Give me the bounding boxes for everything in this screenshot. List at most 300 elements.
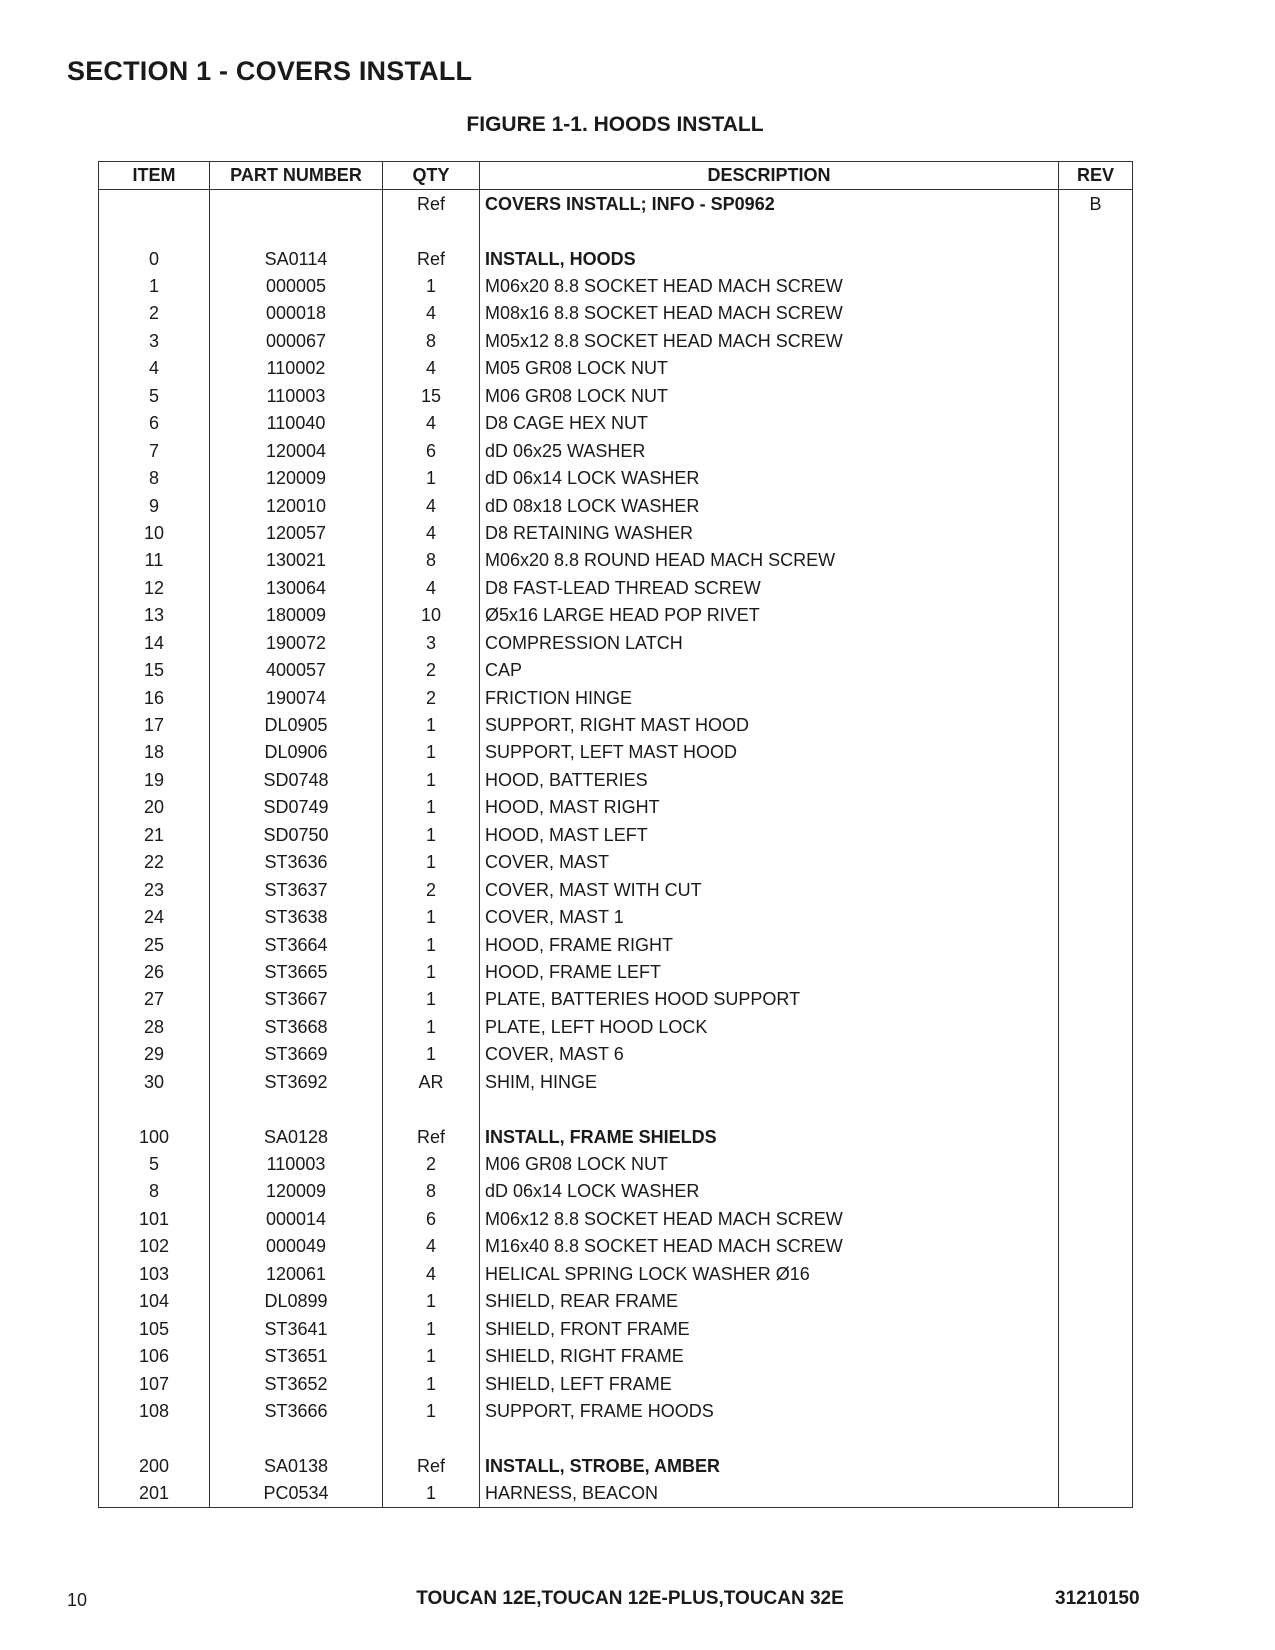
cell-part-number: SA0114 [210, 245, 383, 272]
cell-rev [1059, 492, 1133, 519]
cell-rev [1059, 739, 1133, 766]
cell-part-number [210, 190, 383, 218]
cell-part-number: 120057 [210, 519, 383, 546]
cell-item: 102 [99, 1233, 210, 1260]
cell-part-number: ST3665 [210, 958, 383, 985]
table-row [99, 1068, 1133, 1095]
cell-item: 19 [99, 766, 210, 793]
cell-qty: 1 [383, 821, 480, 848]
cell-qty: 4 [383, 1233, 480, 1260]
cell-description: M05 GR08 LOCK NUT [480, 355, 1059, 382]
table-row [99, 327, 1133, 354]
cell-qty: 1 [383, 464, 480, 491]
table-row-spacer [99, 1095, 1133, 1122]
table-row [99, 739, 1133, 766]
cell-description: SHIELD, RIGHT FRAME [480, 1342, 1059, 1369]
cell-part-number: ST3669 [210, 1041, 383, 1068]
cell-description: CAP [480, 656, 1059, 683]
cell-description: COVER, MAST [480, 849, 1059, 876]
cell-description [480, 1095, 1059, 1122]
table-row [99, 410, 1133, 437]
cell-item: 105 [99, 1315, 210, 1342]
cell-rev [1059, 355, 1133, 382]
table-row [99, 1342, 1133, 1369]
cell-rev [1059, 821, 1133, 848]
cell-part-number: 130064 [210, 574, 383, 601]
cell-item: 20 [99, 794, 210, 821]
table-row [99, 437, 1133, 464]
cell-description: HELICAL SPRING LOCK WASHER Ø16 [480, 1260, 1059, 1287]
document-number: 31210150 [1055, 1588, 1140, 1609]
cell-qty [383, 217, 480, 244]
table-row [99, 1178, 1133, 1205]
cell-part-number: 120009 [210, 464, 383, 491]
cell-rev [1059, 1205, 1133, 1232]
cell-rev [1059, 1260, 1133, 1287]
cell-description: SHIELD, REAR FRAME [480, 1288, 1059, 1315]
cell-description: M05x12 8.8 SOCKET HEAD MACH SCREW [480, 327, 1059, 354]
table-row [99, 876, 1133, 903]
cell-part-number: ST3637 [210, 876, 383, 903]
cell-description: HOOD, FRAME RIGHT [480, 931, 1059, 958]
cell-rev [1059, 437, 1133, 464]
cell-part-number: 120009 [210, 1178, 383, 1205]
table-row [99, 547, 1133, 574]
cell-rev [1059, 217, 1133, 244]
cell-part-number: ST3668 [210, 1013, 383, 1040]
cell-part-number: ST3638 [210, 903, 383, 930]
cell-rev [1059, 1233, 1133, 1260]
header-qty: QTY [383, 162, 480, 190]
cell-description: COVER, MAST 1 [480, 903, 1059, 930]
cell-item: 103 [99, 1260, 210, 1287]
cell-item: 8 [99, 1178, 210, 1205]
header-part-number: PART NUMBER [210, 162, 383, 190]
cell-item: 101 [99, 1205, 210, 1232]
cell-rev [1059, 684, 1133, 711]
figure-title: FIGURE 1-1. HOODS INSTALL [466, 113, 764, 136]
cell-qty: 6 [383, 437, 480, 464]
cell-description: HOOD, FRAME LEFT [480, 958, 1059, 985]
cell-part-number: 190074 [210, 684, 383, 711]
cell-description: SUPPORT, RIGHT MAST HOOD [480, 711, 1059, 738]
table-row [99, 464, 1133, 491]
table-row [99, 1150, 1133, 1177]
cell-item: 24 [99, 903, 210, 930]
cell-description: COVERS INSTALL; INFO - SP0962 [480, 190, 1059, 218]
cell-description: SHIM, HINGE [480, 1068, 1059, 1095]
cell-rev [1059, 300, 1133, 327]
table-row-assembly [99, 190, 1133, 218]
header-item: ITEM [99, 162, 210, 190]
cell-qty: 1 [383, 1342, 480, 1369]
table-row [99, 766, 1133, 793]
cell-rev [1059, 849, 1133, 876]
table-row [99, 684, 1133, 711]
cell-part-number: ST3636 [210, 849, 383, 876]
table-row [99, 821, 1133, 848]
cell-description: M06x20 8.8 ROUND HEAD MACH SCREW [480, 547, 1059, 574]
table-row [99, 1013, 1133, 1040]
cell-qty: 2 [383, 876, 480, 903]
cell-item: 28 [99, 1013, 210, 1040]
cell-description: dD 08x18 LOCK WASHER [480, 492, 1059, 519]
cell-part-number: 120004 [210, 437, 383, 464]
table-row-spacer [99, 1425, 1133, 1452]
table-row [99, 492, 1133, 519]
table-row [99, 1315, 1133, 1342]
cell-description: HARNESS, BEACON [480, 1480, 1059, 1508]
cell-qty: 1 [383, 849, 480, 876]
cell-qty: 2 [383, 656, 480, 683]
cell-description: dD 06x14 LOCK WASHER [480, 464, 1059, 491]
cell-part-number: 190072 [210, 629, 383, 656]
section-title: SECTION 1 - COVERS INSTALL [67, 56, 473, 86]
cell-qty: 1 [383, 739, 480, 766]
cell-item: 16 [99, 684, 210, 711]
cell-part-number: DL0899 [210, 1288, 383, 1315]
cell-part-number: 000049 [210, 1233, 383, 1260]
cell-rev [1059, 547, 1133, 574]
cell-item: 6 [99, 410, 210, 437]
cell-rev [1059, 711, 1133, 738]
page-number: 10 [67, 1590, 88, 1610]
cell-rev [1059, 1150, 1133, 1177]
cell-item: 27 [99, 986, 210, 1013]
cell-rev [1059, 1288, 1133, 1315]
cell-part-number: 000005 [210, 272, 383, 299]
cell-rev [1059, 931, 1133, 958]
cell-item [99, 217, 210, 244]
cell-rev [1059, 1068, 1133, 1095]
cell-rev [1059, 1370, 1133, 1397]
cell-part-number [210, 1425, 383, 1452]
cell-qty: 1 [383, 1288, 480, 1315]
cell-part-number: ST3664 [210, 931, 383, 958]
cell-qty: Ref [383, 1123, 480, 1150]
cell-description: HOOD, MAST RIGHT [480, 794, 1059, 821]
table-row [99, 1288, 1133, 1315]
table-row [99, 986, 1133, 1013]
cell-qty: 1 [383, 272, 480, 299]
cell-qty: 4 [383, 1260, 480, 1287]
table-row [99, 629, 1133, 656]
cell-rev [1059, 1013, 1133, 1040]
cell-part-number [210, 217, 383, 244]
cell-item: 30 [99, 1068, 210, 1095]
cell-part-number: ST3666 [210, 1397, 383, 1424]
cell-part-number: SD0750 [210, 821, 383, 848]
cell-qty: 4 [383, 574, 480, 601]
cell-description: COMPRESSION LATCH [480, 629, 1059, 656]
cell-qty: 8 [383, 327, 480, 354]
cell-description: SHIELD, LEFT FRAME [480, 1370, 1059, 1397]
table-row-assembly [99, 1452, 1133, 1479]
table-row-assembly [99, 1123, 1133, 1150]
table-row [99, 958, 1133, 985]
table-row [99, 1260, 1133, 1287]
cell-description: M06 GR08 LOCK NUT [480, 1150, 1059, 1177]
table-row [99, 656, 1133, 683]
cell-part-number: SA0138 [210, 1452, 383, 1479]
cell-rev: B [1089, 193, 1102, 214]
cell-description [480, 217, 1059, 244]
cell-description: M16x40 8.8 SOCKET HEAD MACH SCREW [480, 1233, 1059, 1260]
cell-item: 100 [99, 1123, 210, 1150]
cell-qty: 1 [383, 1315, 480, 1342]
cell-item: 9 [99, 492, 210, 519]
cell-item: 5 [99, 382, 210, 409]
cell-rev [1059, 272, 1133, 299]
cell-part-number: 110003 [210, 1150, 383, 1177]
cell-qty: Ref [383, 190, 480, 218]
cell-qty: 6 [383, 1205, 480, 1232]
cell-qty: 1 [383, 1370, 480, 1397]
cell-rev [1059, 1452, 1133, 1479]
cell-part-number: DL0906 [210, 739, 383, 766]
cell-rev [1059, 1178, 1133, 1205]
cell-item: 108 [99, 1397, 210, 1424]
cell-qty [383, 1425, 480, 1452]
table-row [99, 931, 1133, 958]
cell-item [99, 1095, 210, 1122]
header-description: DESCRIPTION [480, 162, 1059, 190]
cell-item: 13 [99, 602, 210, 629]
cell-item: 17 [99, 711, 210, 738]
table-row [99, 711, 1133, 738]
cell-rev [1059, 382, 1133, 409]
cell-item: 106 [99, 1342, 210, 1369]
table-row [99, 1233, 1133, 1260]
cell-qty: 1 [383, 1480, 480, 1508]
cell-rev [1059, 629, 1133, 656]
table-row [99, 794, 1133, 821]
table-row [99, 903, 1133, 930]
table-row-spacer [99, 217, 1133, 244]
cell-rev [1059, 1480, 1133, 1508]
cell-qty: 1 [383, 766, 480, 793]
cell-qty: 8 [383, 1178, 480, 1205]
cell-qty: 1 [383, 986, 480, 1013]
cell-description: SUPPORT, FRAME HOODS [480, 1397, 1059, 1424]
cell-description: SHIELD, FRONT FRAME [480, 1315, 1059, 1342]
cell-rev [1059, 519, 1133, 546]
cell-item: 201 [99, 1480, 210, 1508]
table-row [99, 1041, 1133, 1068]
cell-item: 29 [99, 1041, 210, 1068]
cell-qty [383, 1095, 480, 1122]
cell-item: 7 [99, 437, 210, 464]
cell-rev [1059, 245, 1133, 272]
table-row [99, 1205, 1133, 1232]
cell-part-number: 000018 [210, 300, 383, 327]
cell-rev [1059, 1041, 1133, 1068]
cell-qty: 8 [383, 547, 480, 574]
parts-table-body [99, 190, 1133, 1508]
cell-qty: 1 [383, 794, 480, 821]
cell-qty: 1 [383, 958, 480, 985]
cell-description: INSTALL, FRAME SHIELDS [480, 1123, 1059, 1150]
cell-item: 107 [99, 1370, 210, 1397]
cell-description: dD 06x14 LOCK WASHER [480, 1178, 1059, 1205]
cell-rev [1059, 574, 1133, 601]
cell-rev [1059, 958, 1133, 985]
cell-qty: 3 [383, 629, 480, 656]
cell-description: M06 GR08 LOCK NUT [480, 382, 1059, 409]
cell-qty: 2 [383, 1150, 480, 1177]
cell-part-number: ST3651 [210, 1342, 383, 1369]
cell-description: INSTALL, HOODS [480, 245, 1059, 272]
cell-item: 11 [99, 547, 210, 574]
cell-qty: 1 [383, 711, 480, 738]
cell-rev [1059, 656, 1133, 683]
cell-qty: 4 [383, 519, 480, 546]
cell-part-number: 120010 [210, 492, 383, 519]
cell-part-number: 130021 [210, 547, 383, 574]
cell-item: 25 [99, 931, 210, 958]
cell-rev [1059, 410, 1133, 437]
cell-part-number: 400057 [210, 656, 383, 683]
cell-part-number: SD0748 [210, 766, 383, 793]
cell-item: 5 [99, 1150, 210, 1177]
cell-description: PLATE, LEFT HOOD LOCK [480, 1013, 1059, 1040]
cell-description: INSTALL, STROBE, AMBER [480, 1452, 1059, 1479]
cell-qty: 1 [383, 903, 480, 930]
cell-item [99, 1425, 210, 1452]
cell-description [480, 1425, 1059, 1452]
table-row [99, 300, 1133, 327]
cell-description: D8 RETAINING WASHER [480, 519, 1059, 546]
cell-part-number: 110040 [210, 410, 383, 437]
cell-rev [1059, 1342, 1133, 1369]
cell-description: FRICTION HINGE [480, 684, 1059, 711]
cell-description: COVER, MAST 6 [480, 1041, 1059, 1068]
cell-item: 1 [99, 272, 210, 299]
cell-description: Ø5x16 LARGE HEAD POP RIVET [480, 602, 1059, 629]
cell-part-number: DL0905 [210, 711, 383, 738]
cell-part-number: 110003 [210, 382, 383, 409]
table-row [99, 1370, 1133, 1397]
cell-qty: 1 [383, 1397, 480, 1424]
cell-item: 15 [99, 656, 210, 683]
cell-rev [1059, 1123, 1133, 1150]
cell-part-number: 180009 [210, 602, 383, 629]
parts-table [98, 161, 1133, 1508]
cell-item: 23 [99, 876, 210, 903]
cell-part-number: 110002 [210, 355, 383, 382]
cell-item: 14 [99, 629, 210, 656]
table-row [99, 355, 1133, 382]
table-row [99, 1480, 1133, 1508]
table-row-assembly [99, 245, 1133, 272]
cell-item: 200 [99, 1452, 210, 1479]
table-row [99, 1397, 1133, 1424]
cell-rev [1059, 794, 1133, 821]
cell-rev [1059, 876, 1133, 903]
cell-rev [1059, 1397, 1133, 1424]
cell-qty: 1 [383, 1041, 480, 1068]
cell-rev [1059, 1095, 1133, 1122]
cell-qty: Ref [383, 245, 480, 272]
cell-description: HOOD, MAST LEFT [480, 821, 1059, 848]
cell-description: dD 06x25 WASHER [480, 437, 1059, 464]
cell-qty: 10 [383, 602, 480, 629]
cell-item: 0 [99, 245, 210, 272]
cell-item: 12 [99, 574, 210, 601]
cell-rev [1059, 1425, 1133, 1452]
cell-part-number: ST3641 [210, 1315, 383, 1342]
cell-description: D8 CAGE HEX NUT [480, 410, 1059, 437]
cell-part-number: ST3692 [210, 1068, 383, 1095]
cell-part-number: ST3667 [210, 986, 383, 1013]
table-row [99, 849, 1133, 876]
cell-description: D8 FAST-LEAD THREAD SCREW [480, 574, 1059, 601]
cell-description: M06x20 8.8 SOCKET HEAD MACH SCREW [480, 272, 1059, 299]
cell-part-number: 000067 [210, 327, 383, 354]
cell-description: PLATE, BATTERIES HOOD SUPPORT [480, 986, 1059, 1013]
cell-item: 18 [99, 739, 210, 766]
cell-qty: 4 [383, 492, 480, 519]
cell-qty: Ref [383, 1452, 480, 1479]
cell-part-number: 000014 [210, 1205, 383, 1232]
table-row [99, 272, 1133, 299]
cell-item: 22 [99, 849, 210, 876]
header-rev: REV [1059, 162, 1133, 190]
cell-qty: 1 [383, 931, 480, 958]
table-row [99, 519, 1133, 546]
cell-description: SUPPORT, LEFT MAST HOOD [480, 739, 1059, 766]
cell-item: 2 [99, 300, 210, 327]
cell-rev [1059, 903, 1133, 930]
cell-part-number: PC0534 [210, 1480, 383, 1508]
cell-part-number: 120061 [210, 1260, 383, 1287]
cell-qty: 4 [383, 355, 480, 382]
footer-models: TOUCAN 12E,TOUCAN 12E-PLUS,TOUCAN 32E [416, 1588, 844, 1609]
cell-qty: 4 [383, 410, 480, 437]
cell-item: 26 [99, 958, 210, 985]
cell-rev [1059, 986, 1133, 1013]
cell-item: 8 [99, 464, 210, 491]
table-header-row [99, 162, 1133, 190]
cell-qty: 1 [383, 1013, 480, 1040]
cell-description: HOOD, BATTERIES [480, 766, 1059, 793]
cell-qty: 2 [383, 684, 480, 711]
cell-rev [1059, 1315, 1133, 1342]
cell-rev [1059, 602, 1133, 629]
cell-description: M08x16 8.8 SOCKET HEAD MACH SCREW [480, 300, 1059, 327]
cell-part-number: ST3652 [210, 1370, 383, 1397]
cell-part-number: SA0128 [210, 1123, 383, 1150]
cell-rev [1059, 464, 1133, 491]
cell-item [99, 190, 210, 218]
table-row [99, 574, 1133, 601]
cell-rev [1059, 327, 1133, 354]
cell-item: 10 [99, 519, 210, 546]
cell-qty: 4 [383, 300, 480, 327]
cell-description: COVER, MAST WITH CUT [480, 876, 1059, 903]
cell-qty: AR [383, 1068, 480, 1095]
cell-item: 104 [99, 1288, 210, 1315]
cell-item: 4 [99, 355, 210, 382]
table-row [99, 382, 1133, 409]
cell-part-number: SD0749 [210, 794, 383, 821]
cell-item: 3 [99, 327, 210, 354]
cell-item: 21 [99, 821, 210, 848]
cell-qty: 15 [383, 382, 480, 409]
cell-description: M06x12 8.8 SOCKET HEAD MACH SCREW [480, 1205, 1059, 1232]
cell-rev [1059, 766, 1133, 793]
cell-part-number [210, 1095, 383, 1122]
